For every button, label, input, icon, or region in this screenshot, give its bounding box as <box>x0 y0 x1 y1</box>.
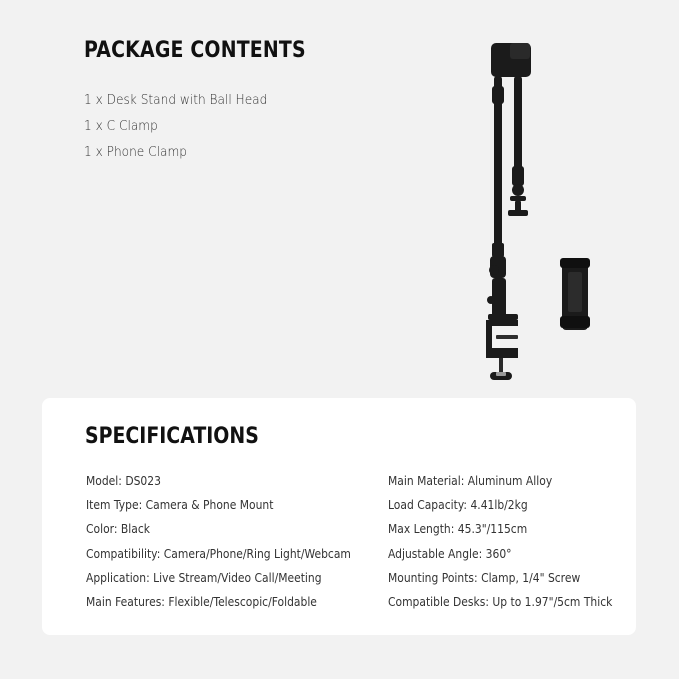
package-contents-title: PACKAGE CONTENTS <box>84 38 306 63</box>
package-contents-list <box>84 87 342 165</box>
spec-list-left <box>86 469 394 614</box>
spec-item: Compatibility: Camera/Phone/Ring Light/Webcam <box>86 545 351 561</box>
spec-item: Item Type: Camera & Phone Mount <box>86 497 274 513</box>
specifications-title: SPECIFICATIONS <box>85 424 259 449</box>
specifications-card <box>42 398 636 635</box>
spec-item: Main Features: Flexible/Telescopic/Foldable <box>86 593 317 609</box>
ball-head <box>512 184 524 196</box>
spec-item: Main Material: Aluminum Alloy <box>388 473 553 488</box>
spec-item: Max Length: 45.3"/115cm <box>388 521 528 537</box>
spec-item: Application: Live Stream/Video Call/Meeting <box>86 569 322 585</box>
spec-item: Load Capacity: 4.41lb/2kg <box>388 497 528 513</box>
spec-item: Color: Black <box>86 521 151 537</box>
package-contents-section <box>84 38 342 165</box>
list-item: 1 x C Clamp <box>84 118 158 134</box>
spec-item: Compatible Desks: Up to 1.97"/5cm Thick <box>388 593 613 609</box>
list-item: 1 x Phone Clamp <box>84 144 188 160</box>
spec-item: Adjustable Angle: 360° <box>388 545 512 561</box>
spec-item: Mounting Points: Clamp, 1/4" Screw <box>388 569 581 585</box>
list-item: 1 x Desk Stand with Ball Head <box>84 92 268 108</box>
product-image <box>470 38 600 388</box>
spec-item: Model: DS023 <box>86 473 161 488</box>
spec-list-right <box>388 469 649 614</box>
